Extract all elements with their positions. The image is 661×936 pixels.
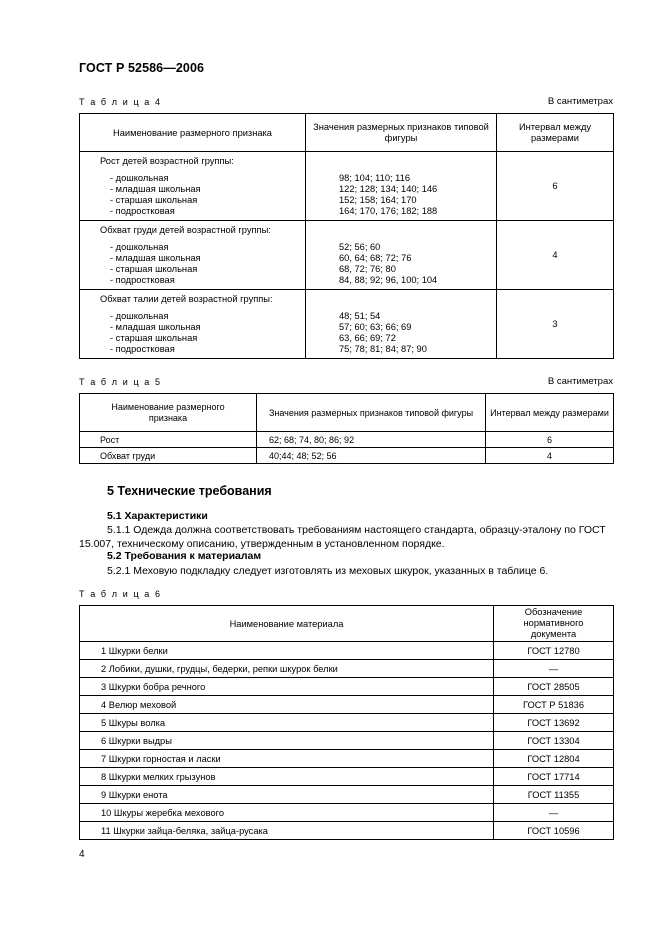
table4-row-label: - младшая школьная (110, 321, 201, 332)
table6-material: 5 Шкуры волка (80, 714, 494, 732)
table6-material: 4 Велюр меховой (80, 696, 494, 714)
table4-group-labels (80, 221, 306, 290)
table4-group-labels (80, 152, 306, 221)
table6-material: 1 Шкурки белки (80, 642, 494, 660)
table4-row-values: 164; 170, 176; 182; 188 (339, 205, 438, 216)
table6-material: 3 Шкурки бобра речного (80, 678, 494, 696)
table4-row-values: 52; 56; 60 (339, 241, 381, 252)
subsection-title: 5.1 Характеристики (107, 510, 208, 522)
table5-header-values: Значения размерных признаков типовой фигуры (257, 394, 486, 432)
document-header: ГОСТ Р 52586—2006 (79, 61, 205, 75)
table-row (80, 714, 614, 732)
table4-group-row (80, 221, 614, 290)
table6-caption: Т а б л и ц а 6 (79, 589, 162, 599)
table4-row-label: - старшая школьная (110, 263, 198, 274)
table5-row-interval: 6 (486, 432, 614, 448)
table-row (80, 642, 614, 660)
table5 (79, 393, 614, 464)
table4-group-values (306, 290, 497, 359)
table-row (80, 660, 614, 678)
table5-header-name: Наименование размерного признака (80, 394, 257, 432)
table4-group-values (306, 152, 497, 221)
table6-material: 10 Шкуры жеребка мехового (80, 804, 494, 822)
table6-material: 11 Шкурки зайца-беляка, зайца-русака (80, 822, 494, 840)
table5-row-name: Рост (80, 432, 257, 448)
table5-caption: Т а б л и ц а 5 (79, 377, 162, 387)
table5-header-interval: Интервал между размерами (486, 394, 614, 432)
table4-row-label: - старшая школьная (110, 332, 198, 343)
table-row (80, 822, 614, 840)
table4-header-row (80, 114, 614, 152)
table4-group-interval: 3 (497, 290, 614, 359)
table6-doc: ГОСТ 17714 (494, 768, 614, 786)
table4-row-label: - младшая школьная (110, 252, 201, 263)
table4-row-values: 48; 51; 54 (339, 310, 381, 321)
table-row (80, 448, 614, 464)
table4-units: В сантиметрах (547, 96, 613, 107)
table4-group-labels (80, 290, 306, 359)
table5-row-name: Обхват груди (80, 448, 257, 464)
table-row (80, 732, 614, 750)
table4-row-values: 60, 64; 68; 72; 76 (339, 252, 412, 263)
table5-units: В сантиметрах (547, 376, 613, 387)
table6-material: 8 Шкурки мелких грызунов (80, 768, 494, 786)
table-row (80, 786, 614, 804)
table4-group-interval: 6 (497, 152, 614, 221)
table6-doc: ГОСТ 11355 (494, 786, 614, 804)
table-row (80, 678, 614, 696)
table4-group-values (306, 221, 497, 290)
table4-row-values: 84, 88; 92; 96, 100; 104 (339, 274, 438, 285)
table6-material: 6 Шкурки выдры (80, 732, 494, 750)
table4-row-label: - старшая школьная (110, 194, 198, 205)
table6-header-name: Наименование материала (80, 606, 494, 642)
table4-header-interval: Интервал между размерами (497, 114, 614, 152)
table6-header-doc: Обозначение нормативного документа (494, 606, 614, 642)
table4-row-values: 57; 60; 63; 66; 69 (339, 321, 412, 332)
table6-material: 2 Лобики, душки, грудцы, бедерки, репки шкурок белки (80, 660, 494, 678)
paragraph-5-1-1: 5.1.1 Одежда должна соответствовать требованиям настоящего стандарта, образцу-эталону по ГОСТ 15.007, техническому описанию, утвержденным в установленном порядке. (79, 524, 606, 550)
table5-row-values: 40;44; 48; 52; 56 (257, 448, 486, 464)
table4-row-values: 63, 66; 69; 72 (339, 332, 396, 343)
table-row (80, 768, 614, 786)
table4-row-label: - дошкольная (110, 241, 169, 252)
table4-group-title: Обхват груди детей возрастной группы: (100, 224, 271, 235)
table4-row-values: 98; 104; 110; 116 (339, 172, 410, 183)
table-row (80, 432, 614, 448)
table4-header-values: Значения размерных признаков типовой фигуры (306, 114, 497, 152)
table6-doc: ГОСТ 13304 (494, 732, 614, 750)
subsection-title: 5.2 Требования к материалам (107, 550, 262, 562)
table6-header-row (80, 606, 614, 642)
table4-row-label: - подростковая (110, 274, 175, 285)
table5-row-interval: 4 (486, 448, 614, 464)
table-row (80, 804, 614, 822)
table4 (79, 113, 614, 359)
table4-row-values: 122; 128; 134; 140; 146 (339, 183, 438, 194)
table6-doc: ГОСТ Р 51836 (494, 696, 614, 714)
table6-doc: ГОСТ 12804 (494, 750, 614, 768)
table4-row-values: 68, 72; 76; 80 (339, 263, 396, 274)
table4-row-values: 152; 158; 164; 170 (339, 194, 417, 205)
table5-row-values: 62; 68; 74, 80; 86; 92 (257, 432, 486, 448)
table6-doc: ГОСТ 12780 (494, 642, 614, 660)
table5-header-row (80, 394, 614, 432)
table4-row-values: 75; 78; 81; 84; 87; 90 (339, 343, 427, 354)
table4-group-title: Рост детей возрастной группы: (100, 155, 234, 166)
table6-material: 7 Шкурки горностая и ласки (80, 750, 494, 768)
table6 (79, 605, 614, 840)
table4-row-label: - подростковая (110, 205, 175, 216)
table6-material: 9 Шкурки енота (80, 786, 494, 804)
table4-row-label: - дошкольная (110, 172, 169, 183)
table4-caption: Т а б л и ц а 4 (79, 97, 162, 107)
table4-group-title: Обхват талии детей возрастной группы: (100, 293, 273, 304)
section-title: 5 Технические требования (107, 484, 272, 498)
table4-row-label: - дошкольная (110, 310, 169, 321)
page-number: 4 (79, 849, 85, 860)
table-row (80, 750, 614, 768)
table6-doc: ГОСТ 28505 (494, 678, 614, 696)
table4-row-label: - подростковая (110, 343, 175, 354)
table6-doc: ГОСТ 13692 (494, 714, 614, 732)
table-row (80, 696, 614, 714)
paragraph-5-2-1: 5.2.1 Меховую подкладку следует изготовлять из меховых шкурок, указанных в таблице 6. (107, 565, 549, 577)
table6-doc: ГОСТ 10596 (494, 822, 614, 840)
table6-doc: — (494, 804, 614, 822)
table4-group-interval: 4 (497, 221, 614, 290)
table4-group-row (80, 152, 614, 221)
table4-header-name: Наименование размерного признака (80, 114, 306, 152)
table4-row-label: - младшая школьная (110, 183, 201, 194)
table6-doc: — (494, 660, 614, 678)
table4-group-row (80, 290, 614, 359)
